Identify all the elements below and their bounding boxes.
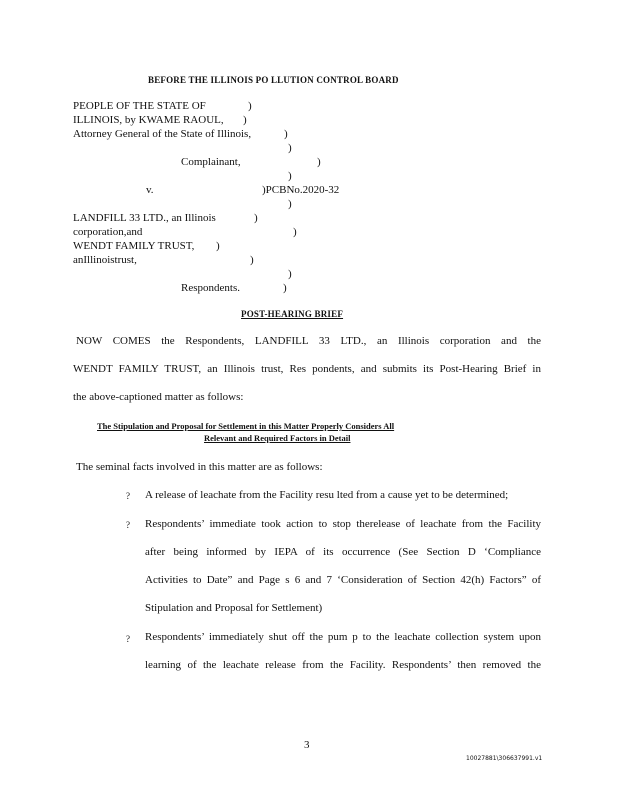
caption-paren: ) [288,198,292,210]
caption-paren: ) [248,100,252,112]
caption-paren: ) [288,170,292,182]
list-item-line: A release of leachate from the Facility resu lted from a cause yet to be determined; [145,489,509,501]
bullet-marker: ? [126,634,130,644]
subheading-line: The Stipulation and Proposal for Settlement in this Matter Properly Considers All [97,421,395,431]
caption-paren: ) [284,128,288,140]
caption-party-line-1: PEOPLE OF THE STATE OF [73,100,206,112]
caption-respondent-line-3: WENDT FAMILY TRUST, [73,240,195,252]
caption-respondent-line-4: anIllinoistrust, [73,254,137,266]
list-item-line: Stipulation and Proposal for Settlement) [145,602,323,614]
caption-paren: ) [250,254,254,266]
caption-paren: ) [288,268,292,280]
brief-title: POST-HEARING BRIEF [241,309,344,319]
list-item-line: learning of the leachate release from the Facility. Respondents’ then removed the [145,659,541,671]
case-number: )PCBNo.2020-32 [262,184,340,196]
caption-versus: v. [146,184,154,196]
list-item-line: after being informed by IEPA of its occurrence (See Section D ‘Compliance [145,546,541,558]
caption-respondent-line-1: LANDFILL 33 LTD., an Illinois [73,212,216,224]
caption-paren: ) [283,282,287,294]
caption-respondents: Respondents. [181,282,240,294]
intro-line: NOW COMES the Respondents, LANDFILL 33 LTD., an Illinois corporation and the [76,335,541,347]
subheading-line: Relevant and Required Factors in Detail [204,433,351,443]
caption-paren: ) [293,226,297,238]
caption-complainant: Complainant, [181,156,241,168]
board-title: BEFORE THE ILLINOIS PO LLUTION CONTROL BOARD [148,75,399,85]
list-item-line: Activities to Date” and Page s 6 and 7 ‘Consideration of Section 42(h) Factors” of [145,574,541,586]
caption-party-line-2: ILLINOIS, by KWAME RAOUL, [73,114,224,126]
intro-line: WENDT FAMILY TRUST, an Illinois trust, Res pondents, and submits its Post-Hearing Brief in [73,363,541,375]
caption-party-line-3: Attorney General of the State of Illinois, [73,128,252,140]
intro-line: the above-captioned matter as follows: [73,391,244,403]
bullet-marker: ? [126,491,130,501]
caption-respondent-line-2: corporation,and [73,226,143,238]
caption-paren: ) [317,156,321,168]
bullet-marker: ? [126,520,130,530]
caption-paren: ) [243,114,247,126]
page-number: 3 [304,739,310,751]
list-item-line: Respondents’ immediately shut off the pum p to the leachate collection system upon [145,631,541,643]
caption-paren: ) [216,240,220,252]
caption-paren: ) [254,212,258,224]
document-id: 10027881\306637991.v1 [466,755,543,762]
facts-intro: The seminal facts involved in this matter are as follows: [76,461,323,473]
caption-paren: ) [288,142,292,154]
list-item-line: Respondents’ immediate took action to stop therelease of leachate from the Facility [145,518,541,530]
